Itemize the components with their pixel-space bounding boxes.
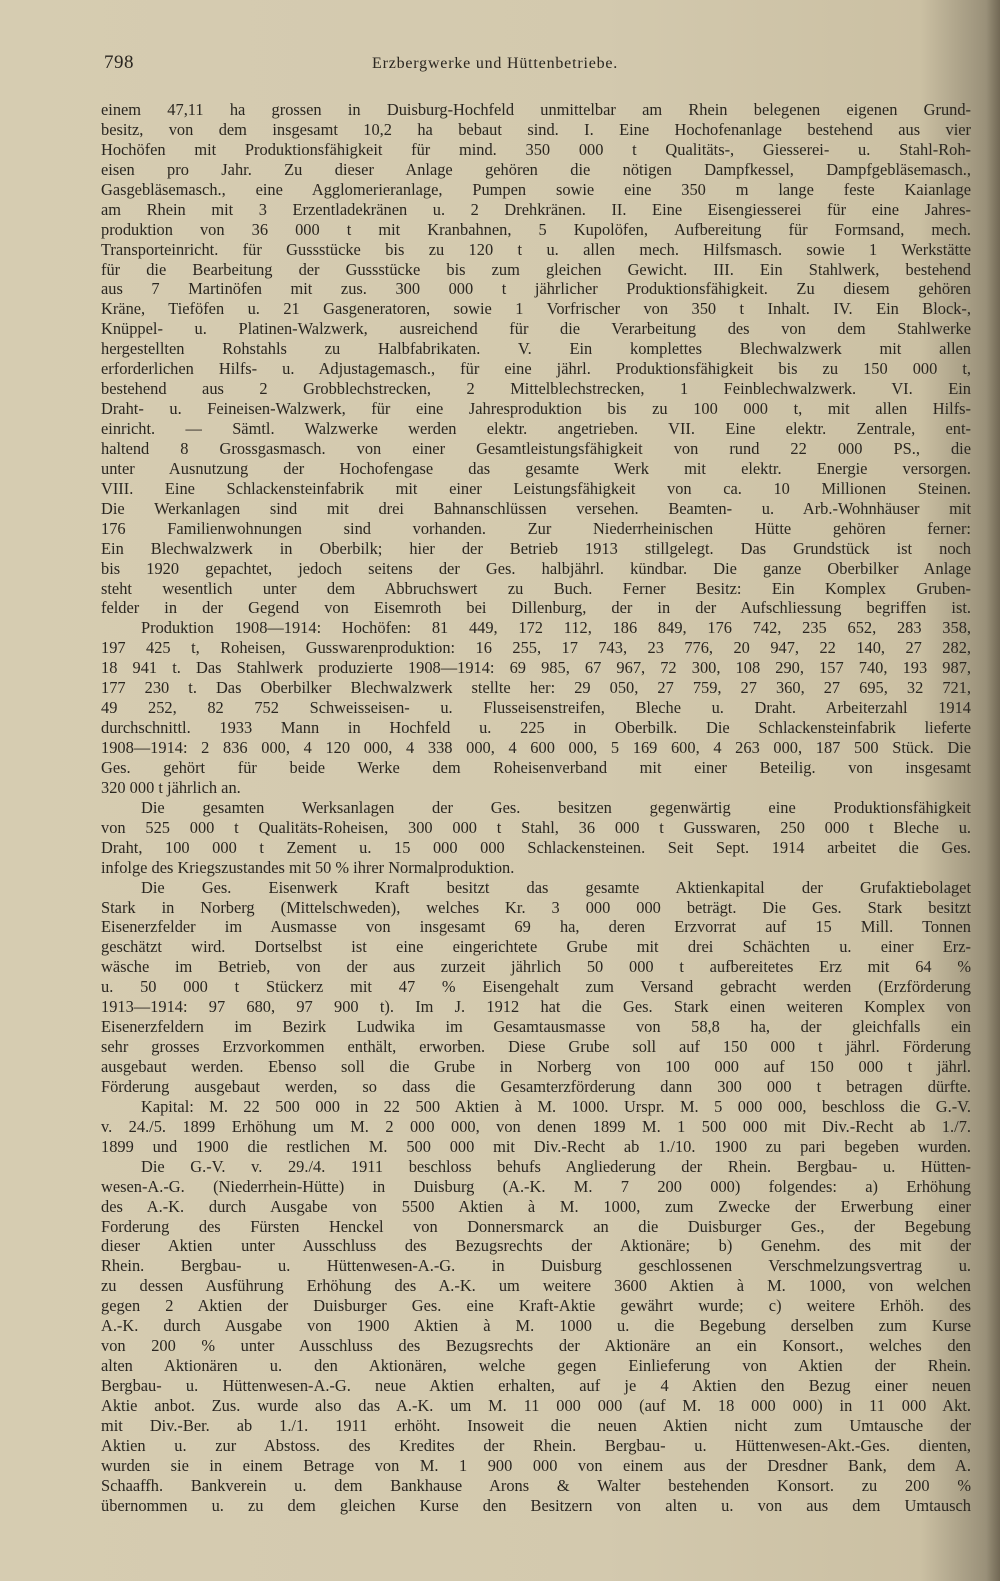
- text-line: Transporteinricht. für Gussstücke bis zu 120 t u. allen mech. Hilfsmasch. sowie 1 Werkstätte: [101, 239, 971, 259]
- text-line: von 200 % unter Ausschluss des Bezugsrechts der Aktionäre an ein Konsort., welches den: [101, 1336, 971, 1356]
- text-line: VIII. Eine Schlackensteinfabrik mit einer Leistungsfähigkeit von ca. 10 Millionen Steinen.: [101, 478, 971, 498]
- text-line: dieser Aktien unter Ausschluss des Bezugsrechts der Aktionäre; b) Genehm. des mit der: [101, 1236, 971, 1256]
- text-line: Bergbau- u. Hüttenwesen-A.-G. neue Aktien erhalten, auf je 4 Aktien den Bezug einer neuen: [101, 1376, 971, 1395]
- text-line: haltend 8 Grossgasmasch. von einer Gesamtleistungsfähigkeit von rund 22 000 PS., die: [101, 438, 971, 458]
- text-line: eisen pro Jahr. Zu dieser Anlage gehören die nötigen Dampfkessel, Dampfgebläsemasch.,: [101, 159, 971, 179]
- text-line: Draht- u. Feineisen-Walzwerk, für eine Jahresproduktion bis zu 100 000 t, mit allen Hilfs-: [101, 399, 971, 419]
- text-line: Hochöfen mit Produktionsfähigkeit für mind. 350 000 t Qualitäts-, Giesserei- u. Stahl-Roh-: [101, 139, 971, 159]
- text-line: Stark in Norberg (Mittelschweden), welches Kr. 3 000 000 beträgt. Die Ges. Stark besitzt: [101, 897, 971, 917]
- page-number: 798: [104, 52, 134, 73]
- page-header: [104, 52, 964, 78]
- text-line: aus 7 Martinöfen mit zus. 300 000 t jährlicher Produktionsfähigkeit. Zu diesem gehören: [101, 279, 971, 299]
- text-line: des A.-K. durch Ausgabe von 5500 Aktien à M. 1000, zum Zwecke der Erwerbung einer: [101, 1196, 971, 1216]
- text-line: Kräne, Tieföfen u. 21 Gasgeneratoren, sowie 1 Vorfrischer von 350 t Inhalt. IV. Ein Block-,: [101, 299, 971, 319]
- text-line: infolge des Kriegszustandes mit 50 % ihrer Normalproduktion.: [101, 857, 515, 877]
- text-line: 1908—1914: 2 836 000, 4 120 000, 4 338 000, 4 600 000, 5 169 600, 4 263 000, 187 500 Stück. Die: [101, 738, 971, 757]
- text-line: Forderung des Fürsten Henckel von Donnersmarck an die Duisburger Ges., der Begebung: [101, 1216, 971, 1236]
- text-line: Gasgebläsemasch., eine Agglomerieranlage, Pumpen sowie eine 350 m lange feste Kaianlage: [101, 179, 971, 199]
- text-line: übernommen u. zu dem gleichen Kurse den Besitzern von alten u. von aus dem Umtausch: [101, 1495, 971, 1515]
- text-line: Die gesamten Werksanlagen der Ges. besitzen gegenwärtig eine Produktionsfähigkeit: [141, 797, 971, 817]
- text-line: hergestellten Rohstahls zu Halbfabrikaten. V. Ein komplettes Blechwalzwerk mit allen: [101, 339, 971, 359]
- text-line: am Rhein mit 3 Erzentladekränen u. 2 Drehkränen. II. Eine Eisengiesserei für eine Jahres-: [101, 199, 971, 219]
- text-line: für die Bearbeitung der Gussstücke bis zum gleichen Gewicht. III. Ein Stahlwerk, bestehend: [101, 259, 971, 279]
- text-line: 177 230 t. Das Oberbilker Blechwalzwerk stellte her: 29 050, 27 759, 27 360, 27 695, 32 721,: [101, 678, 971, 698]
- text-line: Draht, 100 000 t Zement u. 15 000 000 Schlackensteinen. Seit Sept. 1914 arbeitet die Ges.: [101, 837, 971, 857]
- text-line: Ges. gehört für beide Werke dem Roheisenverband mit einer Beteilig. von insgesamt: [101, 757, 971, 777]
- text-line: wurden sie in einem Betrage von M. 1 900 000 von einem aus der Dresdner Bank, dem A.: [101, 1455, 971, 1475]
- text-line: Rhein. Bergbau- u. Hüttenwesen-A.-G. in Duisburg geschlossenen Verschmelzungsvertrag u.: [101, 1256, 971, 1276]
- text-line: u. 50 000 t Stückerz mit 47 % Eisengehalt zum Versand gebracht werden (Erzförderung: [101, 977, 971, 997]
- text-line: ausgebaut werden. Ebenso soll die Grube in Norberg von 100 000 auf 150 000 t jährl.: [101, 1057, 971, 1076]
- text-line: 176 Familienwohnungen sind vorhanden. Zur Niederrheinischen Hütte gehören ferner:: [101, 518, 971, 538]
- text-line: sehr grosses Erzvorkommen enthält, erworben. Diese Grube soll auf 150 000 t jährl. Förderung: [101, 1037, 971, 1057]
- text-line: gegen 2 Aktien der Duisburger Ges. eine Kraft-Aktie gewährt wurde; c) weitere Erhöh. des: [101, 1296, 971, 1316]
- text-line: Die G.-V. v. 29./4. 1911 beschloss behufs Angliederung der Rhein. Bergbau- u. Hütten-: [141, 1156, 971, 1176]
- text-line: produktion von 36 000 t mit Kranbahnen, 5 Kupolöfen, Aufbereitung für Formsand, mech.: [101, 219, 971, 239]
- text-line: Produktion 1908—1914: Hochöfen: 81 449, 172 112, 186 849, 176 742, 235 652, 283 358,: [141, 618, 971, 638]
- text-line: Förderung ausgebaut werden, so dass die Gesamterzförderung dann 300 000 t betragen dürfte.: [101, 1076, 971, 1096]
- text-line: alten Aktionären u. den Aktionären, welche gegen Einlieferung von Aktien der Rhein.: [101, 1356, 971, 1376]
- page-edge-shadow: [986, 0, 1000, 1581]
- text-line: Knüppel- u. Platinen-Walzwerk, ausreichend für die Verarbeitung des von dem Stahlwerke: [101, 319, 971, 339]
- text-line: durchschnittl. 1933 Mann in Hochfeld u. 225 in Oberbilk. Die Schlackensteinfabrik lieferte: [101, 718, 971, 738]
- text-line: Ein Blechwalzwerk in Oberbilk; hier der Betrieb 1913 stillgelegt. Das Grundstück ist noch: [101, 538, 971, 558]
- text-line: 18 941 t. Das Stahlwerk produzierte 1908—1914: 69 985, 67 967, 72 300, 108 290, 157 740, 193 987,: [101, 658, 971, 678]
- text-line: mit Div.-Ber. ab 1./1. 1911 erhöht. Insoweit die neuen Aktien nicht zum Umtausche der: [101, 1415, 971, 1435]
- text-line: 1899 und 1900 die restlichen M. 500 000 mit Div.-Recht ab 1./10. 1900 zu pari begeben wurden.: [101, 1136, 971, 1156]
- text-line: Die Werkanlagen sind mit drei Bahnanschlüssen versehen. Beamten- u. Arb.-Wohnhäuser mit: [101, 498, 971, 518]
- text-line: von 525 000 t Qualitäts-Roheisen, 300 000 t Stahl, 36 000 t Gusswaren, 250 000 t Bleche u.: [101, 817, 971, 837]
- text-line: Eisenerzfelder im Ausmasse von insgesamt 69 ha, deren Erzvorrat auf 15 Mill. Tonnen: [101, 917, 971, 937]
- text-line: bis 1920 gepachtet, jedoch seitens der Ges. halbjährl. kündbar. Die ganze Oberbilker Anlage: [101, 558, 971, 578]
- body-text: [101, 100, 971, 1516]
- text-line: felder in der Gegend von Eisemroth bei Dillenburg, der in der Aufschliessung begriffen ist.: [101, 598, 971, 618]
- text-line: erforderlichen Hilfs- u. Adjustagemasch., für eine jährl. Produktionsfähigkeit bis zu 150 000 t,: [101, 359, 971, 379]
- text-line: wäsche im Betrieb, von der aus zurzeit jährlich 50 000 t aufbereitetes Erz mit 64 %: [101, 957, 971, 977]
- text-line: 49 252, 82 752 Schweisseisen- u. Flusseisenstreifen, Bleche u. Draht. Arbeiterzahl 1914: [101, 698, 971, 718]
- text-line: Die Ges. Eisenwerk Kraft besitzt das gesamte Aktienkapital der Grufaktiebolaget: [141, 877, 971, 897]
- text-line: 320 000 t jährlich an.: [101, 777, 241, 797]
- text-line: v. 24./5. 1899 Erhöhung um M. 2 000 000, von denen 1899 M. 1 500 000 mit Div.-Recht ab 1./7.: [101, 1116, 971, 1136]
- text-line: bestehend aus 2 Grobblechstrecken, 2 Mittelblechstrecken, 1 Feinblechwalzwerk. VI. Ein: [101, 379, 971, 399]
- text-line: besitz, von dem insgesamt 10,2 ha bebaut sind. I. Eine Hochofenanlage bestehend aus vier: [101, 119, 971, 139]
- text-line: 197 425 t, Roheisen, Gusswarenproduktion: 16 255, 17 743, 23 776, 20 947, 22 140, 27 282,: [101, 638, 971, 658]
- text-line: steht wesentlich unter dem Abbruchswert zu Buch. Ferner Besitz: Ein Komplex Gruben-: [101, 578, 971, 598]
- text-line: Kapital: M. 22 500 000 in 22 500 Aktien à M. 1000. Urspr. M. 5 000 000, beschloss die G.-V.: [141, 1096, 971, 1116]
- text-line: geschätzt wird. Dortselbst ist eine eingerichtete Grube mit drei Schächten u. einer Erz-: [101, 937, 971, 957]
- text-line: Schaaffh. Bankverein u. dem Bankhause Arons & Walter bestehenden Konsort. zu 200 %: [101, 1475, 971, 1495]
- text-line: A.-K. durch Ausgabe von 1900 Aktien à M. 1000 u. die Begebung derselben zum Kurse: [101, 1316, 971, 1336]
- text-line: Eisenerzfeldern im Bezirk Ludwika im Gesamtausmasse von 58,8 ha, der gleichfalls ein: [101, 1017, 971, 1037]
- running-title: Erzbergwerke und Hüttenbetriebe.: [372, 55, 619, 72]
- text-line: Aktien u. zur Abstoss. des Kredites der Rhein. Bergbau- u. Hüttenwesen-Akt.-Ges. dienten,: [101, 1435, 971, 1455]
- text-line: Aktie anbot. Zus. wurde also das A.-K. um M. 11 000 000 (auf M. 18 000 000) in 11 000 Akt.: [101, 1395, 971, 1415]
- text-line: zu dessen Ausführung Erhöhung des A.-K. um weitere 3600 Aktien à M. 1000, von welchen: [101, 1276, 971, 1296]
- text-line: unter Ausnutzung der Hochofengase das gesamte Werk mit elektr. Energie versorgen.: [101, 458, 971, 478]
- text-line: 1913—1914: 97 680, 97 900 t). Im J. 1912 hat die Ges. Stark einen weiteren Komplex von: [101, 997, 971, 1017]
- text-line: einem 47,11 ha grossen in Duisburg-Hochfeld unmittelbar am Rhein belegenen eigenen Grund-: [101, 100, 971, 119]
- text-line: einricht. — Sämtl. Walzwerke werden elektr. angetrieben. VII. Eine elektr. Zentrale, ent-: [101, 419, 971, 438]
- text-line: wesen-A.-G. (Niederrhein-Hütte) in Duisburg (A.-K. M. 7 200 000) folgendes: a) Erhöhung: [101, 1176, 971, 1196]
